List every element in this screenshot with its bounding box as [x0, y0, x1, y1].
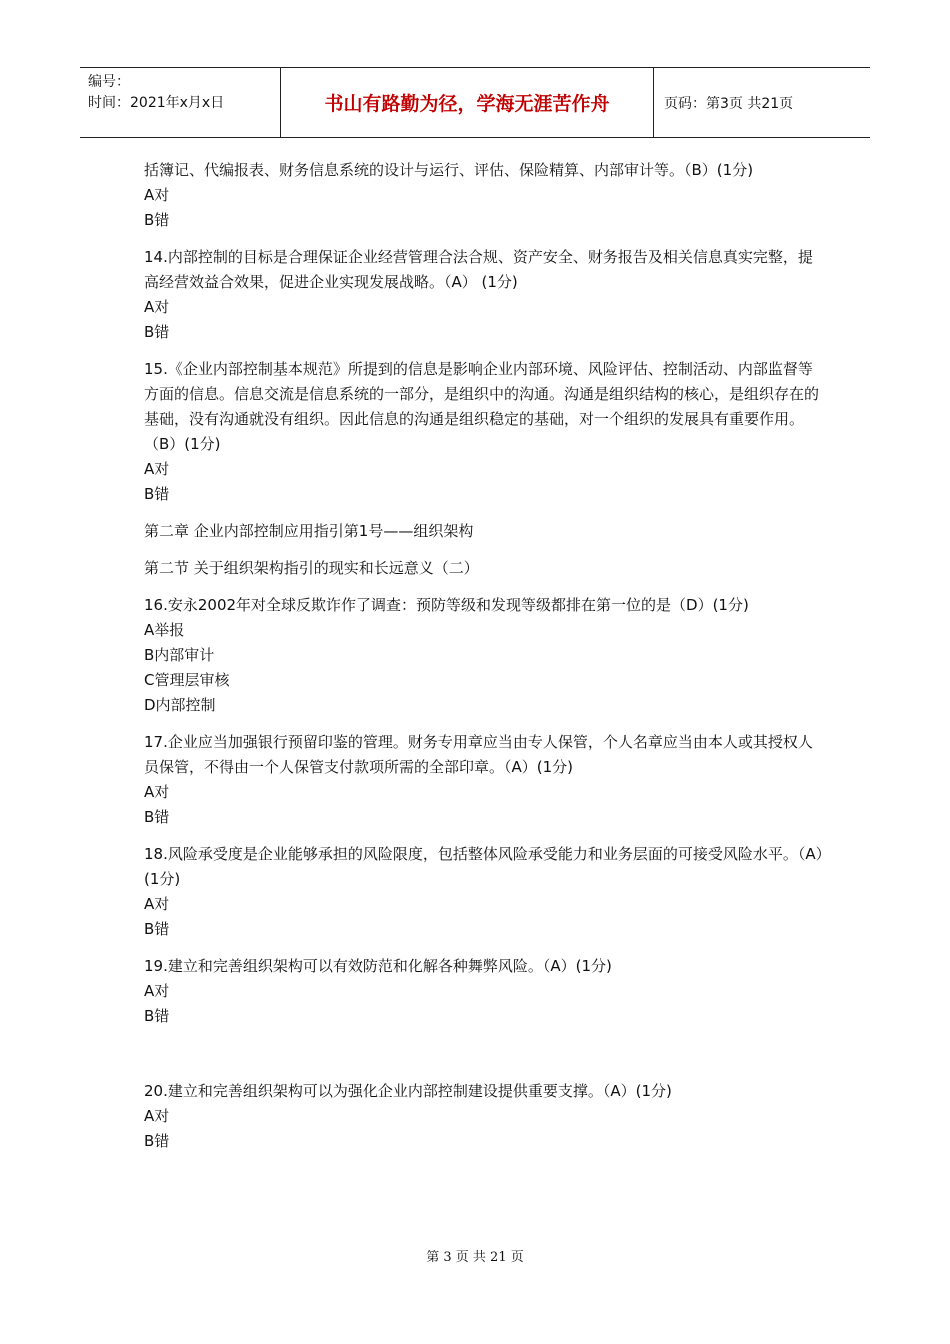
option-b: B错	[144, 1132, 170, 1150]
header-motto: 书山有路勤为径，学海无涯苦作舟	[281, 68, 654, 137]
page-header	[80, 67, 870, 138]
code-label: 编号：	[88, 74, 130, 90]
header-meta	[80, 68, 281, 137]
question-19: 19.建立和完善组织架构可以有效防范和化解各种舞弊风险。（A）(1分)	[144, 957, 612, 975]
option-a: A对	[144, 783, 170, 801]
question-17: 17.企业应当加强银行预留印鉴的管理。财务专用章应当由专人保管，个人名章应当由本人或其授权人员保管，不得由一个人保管支付款项所需的全部印章。（A）(1分)	[144, 733, 813, 776]
option-b: B错	[144, 211, 170, 229]
chapter-heading: 第二章 企业内部控制应用指引第1号——组织架构	[144, 522, 474, 540]
spacer	[144, 1029, 824, 1067]
page-footer: 第 3 页 共 21 页	[426, 1250, 524, 1265]
option-b: B错	[144, 920, 170, 938]
option-a: A对	[144, 982, 170, 1000]
option-a: A对	[144, 460, 170, 478]
question-16: 16.安永2002年对全球反欺诈作了调查：预防等级和发现等级都排在第一位的是（D）(1分)	[144, 596, 749, 614]
section-heading: 第二节 关于组织架构指引的现实和长远意义（二）	[144, 559, 479, 577]
option-a: A举报	[144, 621, 185, 639]
question-13-tail: 括簿记、代编报表、财务信息系统的设计与运行、评估、保险精算、内部审计等。（B）(1分)	[144, 161, 754, 179]
option-a: A对	[144, 1107, 170, 1125]
option-a: A对	[144, 186, 170, 204]
option-b: B内部审计	[144, 646, 215, 664]
option-c: C管理层审核	[144, 671, 230, 689]
option-a: A对	[144, 895, 170, 913]
question-15: 15.《企业内部控制基本规范》所提到的信息是影响企业内部环境、风险评估、控制活动、内部监督等方面的信息。信息交流是信息系统的一部分，是组织中的沟通。沟通是组织结构的核心，是组织存在的基础，没有沟通就没有组织。因此信息的沟通是组织稳定的基础，对一个组织的发展具有重要作用。（B）(1分)	[144, 360, 820, 453]
option-b: B错	[144, 1007, 170, 1025]
time-label: 时间：2021年x月x日	[88, 95, 225, 111]
question-20: 20.建立和完善组织架构可以为强化企业内部控制建设提供重要支撑。（A）(1分)	[144, 1082, 672, 1100]
document-body	[144, 158, 824, 1154]
option-b: B错	[144, 323, 170, 341]
question-18: 18.风险承受度是企业能够承担的风险限度，包括整体风险承受能力和业务层面的可接受风险水平。（A）(1分)	[144, 845, 824, 888]
question-14: 14.内部控制的目标是合理保证企业经营管理合法合规、资产安全、财务报告及相关信息真实完整，提高经营效益合效果，促进企业实现发展战略。（A） (1分)	[144, 248, 813, 291]
option-d: D内部控制	[144, 696, 216, 714]
option-b: B错	[144, 808, 170, 826]
option-a: A对	[144, 298, 170, 316]
header-page-number: 页码：第3页 共21页	[664, 95, 794, 112]
option-b: B错	[144, 485, 170, 503]
